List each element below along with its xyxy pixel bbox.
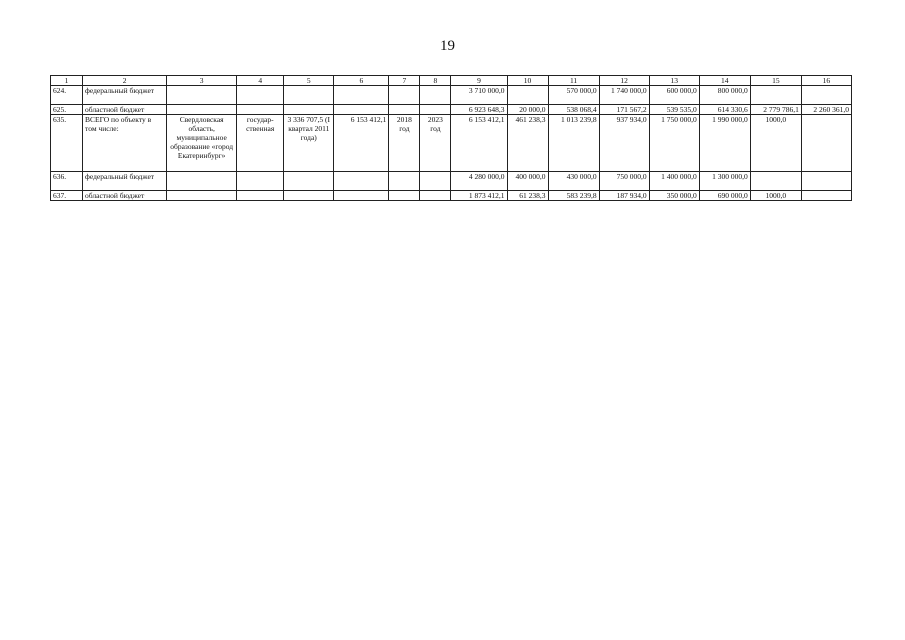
table-cell bbox=[237, 86, 284, 105]
table-cell bbox=[284, 105, 334, 115]
table-cell: 583 239,8 bbox=[548, 191, 599, 201]
table-cell: 1 400 000,0 bbox=[649, 172, 699, 191]
table-cell bbox=[237, 191, 284, 201]
table-cell bbox=[334, 86, 389, 105]
table-cell: 1 750 000,0 bbox=[649, 115, 699, 172]
table-cell: 187 934,0 bbox=[599, 191, 649, 201]
table-cell bbox=[167, 191, 237, 201]
table-cell bbox=[167, 172, 237, 191]
table-cell bbox=[420, 191, 451, 201]
column-header: 4 bbox=[237, 76, 284, 86]
table-cell: 3 710 000,0 bbox=[451, 86, 507, 105]
table-row bbox=[51, 86, 852, 105]
table-row bbox=[51, 191, 852, 201]
table-cell: 171 567,2 bbox=[599, 105, 649, 115]
row-number: 625. bbox=[51, 105, 83, 115]
table-cell bbox=[420, 172, 451, 191]
row-label: ВСЕГО по объекту в том числе: bbox=[83, 115, 167, 172]
table-cell bbox=[801, 115, 851, 172]
table-cell bbox=[167, 105, 237, 115]
table-cell: 461 238,3 bbox=[507, 115, 548, 172]
table-cell bbox=[284, 86, 334, 105]
table-cell: 538 068,4 bbox=[548, 105, 599, 115]
table-cell: 4 280 000,0 bbox=[451, 172, 507, 191]
table-cell: 3 336 707,5 (I квартал 2011 года) bbox=[284, 115, 334, 172]
table-cell bbox=[167, 86, 237, 105]
column-header: 16 bbox=[801, 76, 851, 86]
row-number: 636. bbox=[51, 172, 83, 191]
row-label: федеральный бюджет bbox=[83, 86, 167, 105]
column-header: 5 bbox=[284, 76, 334, 86]
table-cell bbox=[420, 105, 451, 115]
column-header: 1 bbox=[51, 76, 83, 86]
column-header: 6 bbox=[334, 76, 389, 86]
table-cell: 539 535,0 bbox=[649, 105, 699, 115]
table-cell: 2018 год bbox=[389, 115, 420, 172]
table-cell bbox=[801, 191, 851, 201]
table-cell bbox=[237, 172, 284, 191]
table-cell bbox=[334, 105, 389, 115]
table-cell bbox=[284, 172, 334, 191]
table-cell: 600 000,0 bbox=[649, 86, 699, 105]
table-cell bbox=[750, 86, 801, 105]
table-cell: 1 990 000,0 bbox=[699, 115, 750, 172]
table-cell: 1000,0 bbox=[750, 115, 801, 172]
column-header: 8 bbox=[420, 76, 451, 86]
column-header: 12 bbox=[599, 76, 649, 86]
table-row bbox=[51, 105, 852, 115]
table-cell bbox=[801, 172, 851, 191]
table-cell: 570 000,0 bbox=[548, 86, 599, 105]
row-number: 635. bbox=[51, 115, 83, 172]
row-number: 637. bbox=[51, 191, 83, 201]
table-cell: 690 000,0 bbox=[699, 191, 750, 201]
table-cell: 800 000,0 bbox=[699, 86, 750, 105]
row-label: областной бюджет bbox=[83, 191, 167, 201]
table-cell: 6 153 412,1 bbox=[334, 115, 389, 172]
column-header: 7 bbox=[389, 76, 420, 86]
table-cell: 2 779 786,1 bbox=[750, 105, 801, 115]
table-cell bbox=[334, 172, 389, 191]
column-header: 10 bbox=[507, 76, 548, 86]
table-cell bbox=[420, 86, 451, 105]
table-cell: 937 934,0 bbox=[599, 115, 649, 172]
row-label: федеральный бюджет bbox=[83, 172, 167, 191]
table-row bbox=[51, 172, 852, 191]
table-cell: 614 330,6 bbox=[699, 105, 750, 115]
table-cell: 1 873 412,1 bbox=[451, 191, 507, 201]
table-cell bbox=[237, 105, 284, 115]
table-cell: 1 013 239,8 bbox=[548, 115, 599, 172]
table-cell bbox=[389, 172, 420, 191]
table-cell: 400 000,0 bbox=[507, 172, 548, 191]
table-cell bbox=[750, 172, 801, 191]
table-cell: 61 238,3 bbox=[507, 191, 548, 201]
table-cell: 20 000,0 bbox=[507, 105, 548, 115]
table-cell: 350 000,0 bbox=[649, 191, 699, 201]
table-cell bbox=[801, 86, 851, 105]
column-header: 14 bbox=[699, 76, 750, 86]
page-number: 19 bbox=[440, 38, 455, 54]
column-header: 9 bbox=[451, 76, 507, 86]
table-cell bbox=[389, 105, 420, 115]
column-header: 2 bbox=[83, 76, 167, 86]
budget-table bbox=[50, 75, 852, 201]
table-cell: 6 923 648,3 bbox=[451, 105, 507, 115]
table-cell: 6 153 412,1 bbox=[451, 115, 507, 172]
table-cell: 430 000,0 bbox=[548, 172, 599, 191]
table-cell: 1 300 000,0 bbox=[699, 172, 750, 191]
table-cell: государ-ственная bbox=[237, 115, 284, 172]
column-header: 15 bbox=[750, 76, 801, 86]
row-label: областной бюджет bbox=[83, 105, 167, 115]
header-row bbox=[51, 76, 852, 86]
table-cell bbox=[389, 86, 420, 105]
column-header: 11 bbox=[548, 76, 599, 86]
table-cell bbox=[334, 191, 389, 201]
table-cell: 1000,0 bbox=[750, 191, 801, 201]
table-cell bbox=[284, 191, 334, 201]
table-cell: 750 000,0 bbox=[599, 172, 649, 191]
table-cell: 2023 год bbox=[420, 115, 451, 172]
table-cell: 1 740 000,0 bbox=[599, 86, 649, 105]
column-header: 3 bbox=[167, 76, 237, 86]
table-cell: 2 260 361,0 bbox=[801, 105, 851, 115]
table-cell: Свердловская область, муниципальное образование «город Екатеринбург» bbox=[167, 115, 237, 172]
table-cell bbox=[389, 191, 420, 201]
table-cell bbox=[507, 86, 548, 105]
table-row bbox=[51, 115, 852, 172]
column-header: 13 bbox=[649, 76, 699, 86]
row-number: 624. bbox=[51, 86, 83, 105]
